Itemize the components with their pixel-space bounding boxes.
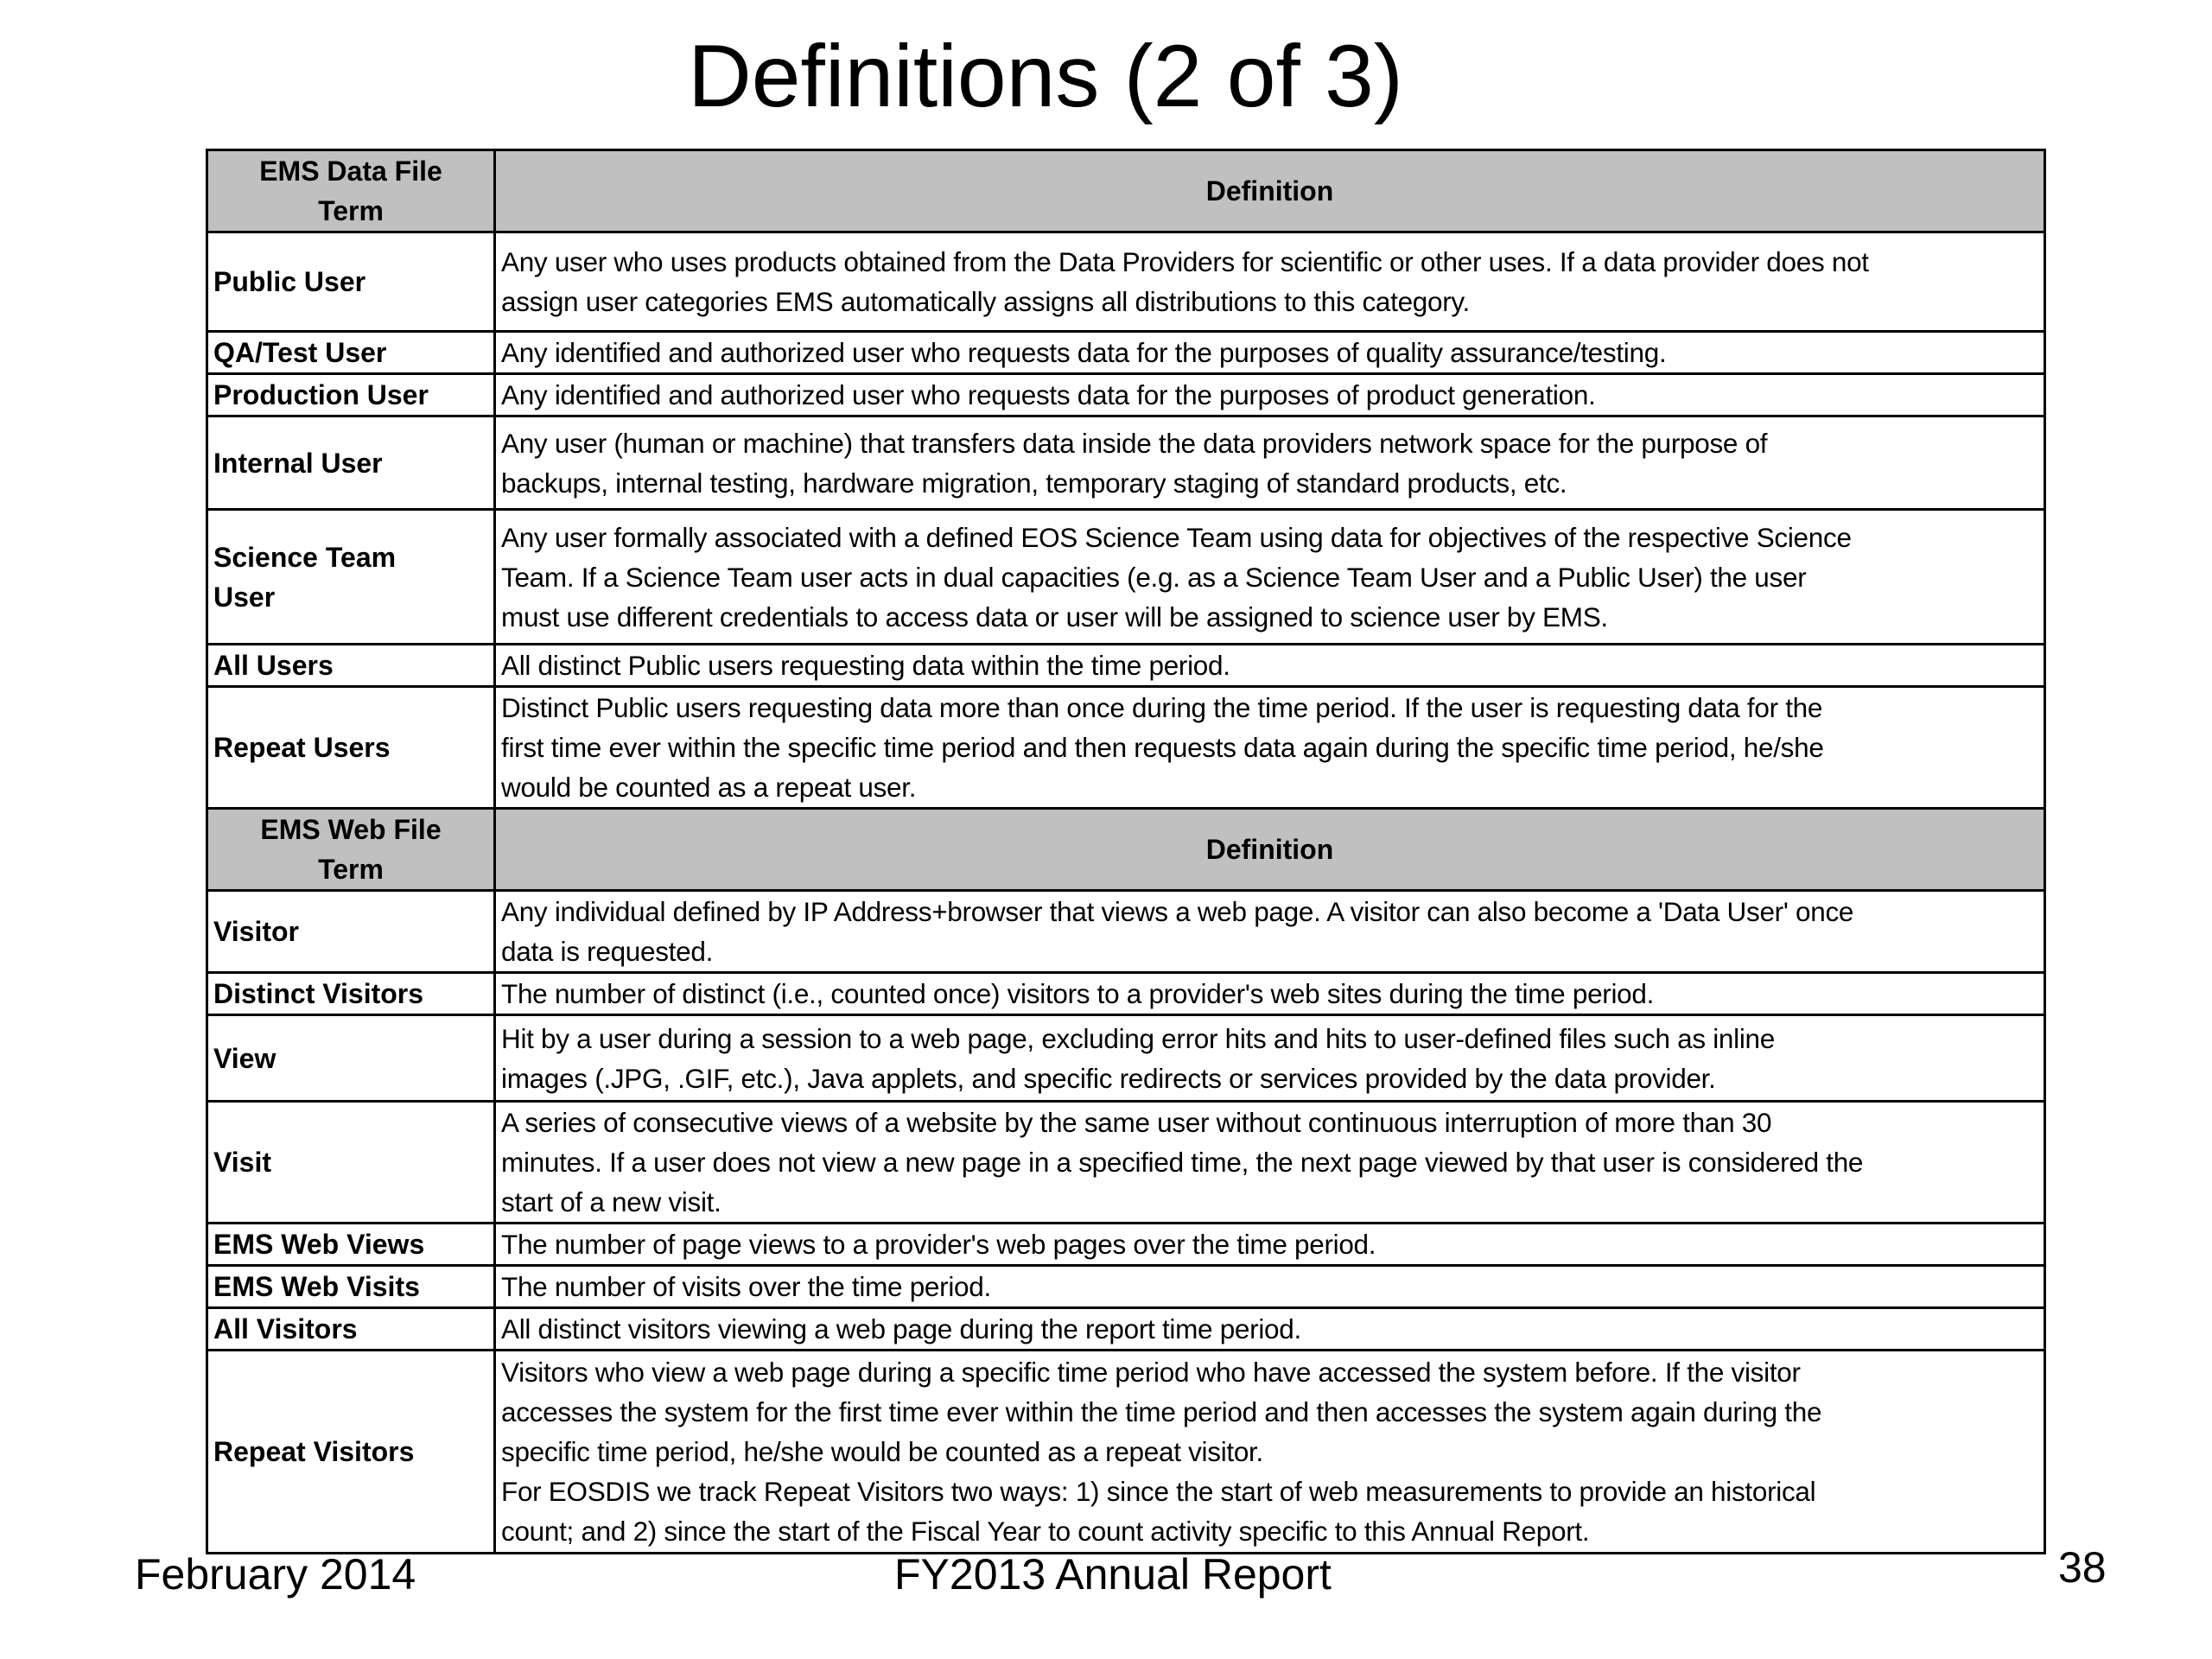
term-cell xyxy=(207,1224,495,1266)
term-line: Public User xyxy=(213,266,366,297)
term-line: Repeat Visitors xyxy=(213,1436,415,1467)
definition-line: The number of distinct (i.e., counted once) visitors to a provider's web sites during the time period. xyxy=(501,978,1655,1009)
table-row xyxy=(207,1224,2045,1266)
definition-cell xyxy=(495,510,2045,645)
term-line: All Users xyxy=(213,650,334,681)
definition-line: Visitors who view a web page during a specific time period who have accessed the system before. If the visitor xyxy=(501,1357,1801,1388)
definition-cell xyxy=(495,973,2045,1015)
footer-date: February 2014 xyxy=(135,1550,416,1599)
definition-line: start of a new visit. xyxy=(501,1186,721,1217)
term-line: EMS Web Visits xyxy=(213,1271,420,1302)
term-cell xyxy=(207,645,495,687)
term-line: QA/Test User xyxy=(213,337,387,368)
term-cell xyxy=(207,973,495,1015)
definitions-table xyxy=(206,149,2046,1554)
definition-cell xyxy=(495,232,2045,332)
definition-cell xyxy=(495,1224,2045,1266)
table-row xyxy=(207,1308,2045,1351)
term-cell xyxy=(207,1351,495,1554)
definition-cell xyxy=(495,1102,2045,1224)
term-cell xyxy=(207,332,495,374)
definition-line: The number of page views to a provider's web pages over the time period. xyxy=(501,1229,1376,1260)
term-cell xyxy=(207,891,495,973)
table-row xyxy=(207,374,2045,416)
section-header-row xyxy=(207,150,2045,232)
term-cell xyxy=(207,1266,495,1308)
definition-cell xyxy=(495,891,2045,973)
header-line: EMS Web File xyxy=(260,814,442,845)
definition-line: images (.JPG, .GIF, etc.), Java applets, and specific redirects or services provided by the data provider. xyxy=(501,1062,1716,1094)
definition-line: A series of consecutive views of a website by the same user without continuous interruption of more than 30 xyxy=(501,1107,1772,1138)
term-line: View xyxy=(213,1042,276,1074)
term-line: EMS Web Views xyxy=(213,1229,425,1260)
term-cell xyxy=(207,374,495,416)
definition-cell xyxy=(495,416,2045,510)
table-row xyxy=(207,973,2045,1015)
footer-report-title: FY2013 Annual Report xyxy=(894,1550,1332,1599)
definition-line: data is requested. xyxy=(501,936,714,967)
table-row xyxy=(207,1351,2045,1554)
definition-line: Hit by a user during a session to a web page, excluding error hits and hits to user-defined files such as inline xyxy=(501,1022,1775,1054)
term-line: Distinct Visitors xyxy=(213,978,424,1009)
table-row xyxy=(207,891,2045,973)
definition-line: All distinct Public users requesting data within the time period. xyxy=(501,650,1230,681)
table-row xyxy=(207,1015,2045,1102)
definition-cell xyxy=(495,645,2045,687)
table-row xyxy=(207,232,2045,332)
term-line: Production User xyxy=(213,379,429,410)
definition-line: would be counted as a repeat user. xyxy=(501,772,917,803)
definition-cell xyxy=(495,374,2045,416)
definition-line: Distinct Public users requesting data more than once during the time period. If the user is requesting data for the xyxy=(501,692,1823,723)
definition-line: assign user categories EMS automatically assigns all distributions to this category. xyxy=(501,286,1470,317)
term-column-header xyxy=(207,809,495,891)
slide-title: Definitions (2 of 3) xyxy=(688,27,1403,125)
definition-line: must use different credentials to access data or user will be assigned to science user by EMS. xyxy=(501,601,1608,632)
definition-line: All distinct visitors viewing a web page during the report time period. xyxy=(501,1313,1301,1344)
term-cell xyxy=(207,510,495,645)
table-row xyxy=(207,1266,2045,1308)
definition-line: first time ever within the specific time period and then requests data again during the specific time period, he/she xyxy=(501,732,1824,763)
section-header-row xyxy=(207,809,2045,891)
table-row xyxy=(207,416,2045,510)
definition-line: count; and 2) since the start of the Fiscal Year to count activity specific to this Annual Report. xyxy=(501,1516,1590,1547)
definition-line: Any user formally associated with a defined EOS Science Team using data for objectives of the respective Science xyxy=(501,521,1852,553)
term-cell xyxy=(207,687,495,809)
header-line: Term xyxy=(318,854,384,885)
term-line: Internal User xyxy=(213,447,383,479)
page-number: 38 xyxy=(2058,1543,2107,1592)
definition-cell xyxy=(495,332,2045,374)
definition-line: backups, internal testing, hardware migration, temporary staging of standard products, etc. xyxy=(501,467,1567,499)
definition-column-header: Definition xyxy=(495,150,2045,232)
definition-cell xyxy=(495,1351,2045,1554)
definition-column-header: Definition xyxy=(495,809,2045,891)
definition-line: The number of visits over the time period. xyxy=(501,1271,991,1302)
definition-line: accesses the system for the first time ever within the time period and then accesses the system again during the xyxy=(501,1396,1822,1427)
term-column-header xyxy=(207,150,495,232)
header-line: EMS Data File xyxy=(259,156,442,187)
term-line: Visit xyxy=(213,1147,271,1178)
term-cell xyxy=(207,416,495,510)
table-row xyxy=(207,687,2045,809)
definition-cell xyxy=(495,1308,2045,1351)
table-row xyxy=(207,510,2045,645)
definition-line: minutes. If a user does not view a new page in a specified time, the next page viewed by that user is considered the xyxy=(501,1147,1864,1178)
term-line: Science Team xyxy=(213,541,397,573)
table-row xyxy=(207,1102,2045,1224)
table-row xyxy=(207,645,2045,687)
definition-line: Any user who uses products obtained from the Data Providers for scientific or other uses. If a data provider does not xyxy=(501,246,1869,277)
definition-line: Any user (human or machine) that transfers data inside the data providers network space for the purpose of xyxy=(501,427,1768,459)
definition-line: Any individual defined by IP Address+browser that views a web page. A visitor can also become a 'Data User' once xyxy=(501,896,1854,927)
term-line: All Visitors xyxy=(213,1313,358,1344)
term-cell xyxy=(207,1102,495,1224)
definition-cell xyxy=(495,687,2045,809)
definition-line: Any identified and authorized user who requests data for the purposes of quality assurance/testing. xyxy=(501,337,1667,368)
definition-line: Team. If a Science Team user acts in dual capacities (e.g. as a Science Team User and a Public User) the user xyxy=(501,561,1807,593)
term-line: Visitor xyxy=(213,916,299,947)
term-cell xyxy=(207,232,495,332)
term-cell xyxy=(207,1015,495,1102)
definition-line: For EOSDIS we track Repeat Visitors two ways: 1) since the start of web measurements to provide an historical xyxy=(501,1476,1816,1507)
definition-line: specific time period, he/she would be counted as a repeat visitor. xyxy=(501,1436,1263,1467)
table-row xyxy=(207,332,2045,374)
term-line: User xyxy=(213,581,276,613)
definition-line: Any identified and authorized user who requests data for the purposes of product generation. xyxy=(501,379,1596,410)
term-line: Repeat Users xyxy=(213,732,391,763)
term-cell xyxy=(207,1308,495,1351)
definition-cell xyxy=(495,1015,2045,1102)
definition-cell xyxy=(495,1266,2045,1308)
header-line: Term xyxy=(318,195,384,226)
